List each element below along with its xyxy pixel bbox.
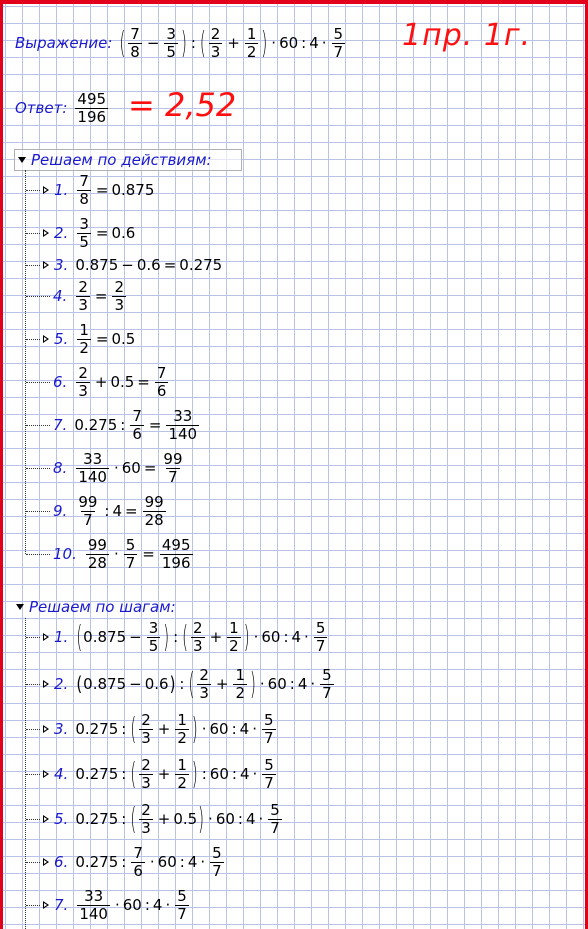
solution-step: 7. $\frac{33}{140}$ · 60 : 4 · $\frac{5}{7}$ bbox=[26, 886, 191, 924]
expression-row bbox=[15, 22, 347, 64]
answer-label: Ответ: bbox=[15, 99, 68, 117]
expand-triangle-icon[interactable] bbox=[43, 680, 50, 688]
answer-math: $\frac{495}{196}$ bbox=[77, 89, 107, 126]
action-step: 2. $\frac{3}{5}$ = 0.6 bbox=[26, 215, 135, 251]
expand-triangle-icon[interactable] bbox=[43, 725, 50, 733]
handwritten-answer: = 2,52 bbox=[128, 86, 237, 124]
action-step: 7. 0.275 : $\frac{7}{6}$ = $\frac{33}{140}$ bbox=[26, 407, 201, 443]
expression-math: ( $\frac{7}{8}$ − $\frac{3}{5}$ ) : ( $\frac{2}{3}$ + $\frac{1}{2}$ ) · 60 : 4 · $\frac{5}{7}$ bbox=[119, 24, 344, 61]
action-step: 10. $\frac{99}{28}$ · $\frac{5}{7}$ = $\frac{495}{196}$ bbox=[26, 536, 195, 572]
handwritten-note: 1пр. 1г. bbox=[402, 18, 532, 53]
expand-triangle-icon[interactable] bbox=[43, 858, 50, 866]
action-step: 8. $\frac{33}{140}$ · 60 = $\frac{99}{7}$ bbox=[26, 450, 187, 486]
expand-triangle-icon[interactable] bbox=[43, 229, 50, 237]
expand-triangle-icon[interactable] bbox=[43, 815, 50, 823]
expression-label: Выражение: bbox=[15, 34, 113, 52]
solution-step: 6. 0.275 : $\frac{7}{6}$ · 60 : 4 · $\frac{5}{7}$ bbox=[26, 843, 226, 881]
solution-step: 2. ( 0.875 − 0.6 ) : ( $\frac{2}{3}$ + $\frac{1}{2}$ ) · 60 : 4 · $\frac{5}{7}$ bbox=[26, 661, 336, 707]
by-steps-title: Решаем по шагам: bbox=[29, 598, 176, 616]
expand-triangle-icon[interactable] bbox=[43, 633, 50, 641]
action-step: 1. $\frac{7}{8}$ = 0.875 bbox=[26, 172, 154, 208]
action-step: 3. 0.875 − 0.6 = 0.275 bbox=[26, 256, 222, 274]
window-frame-top bbox=[0, 0, 588, 4]
collapse-triangle-icon[interactable] bbox=[16, 604, 24, 610]
action-step: 6. $\frac{2}{3}$ + 0.5 = $\frac{7}{6}$ bbox=[26, 364, 170, 400]
expand-triangle-icon[interactable] bbox=[43, 901, 50, 909]
expand-triangle-icon[interactable] bbox=[43, 261, 50, 269]
by-actions-title: Решаем по действиям: bbox=[31, 151, 212, 169]
action-step: 9. $\frac{99}{7}$ : 4 = $\frac{99}{28}$ bbox=[26, 493, 168, 529]
window-frame-left bbox=[0, 0, 3, 929]
action-step: 4. $\frac{2}{3}$ = $\frac{2}{3}$ bbox=[26, 278, 128, 314]
expand-triangle-icon[interactable] bbox=[43, 186, 50, 194]
expand-triangle-icon[interactable] bbox=[43, 335, 50, 343]
solution-step: 5. 0.275 : ( $\frac{2}{3}$ + 0.5 ) · 60 : 4 · $\frac{5}{7}$ bbox=[26, 796, 284, 842]
by-actions-header[interactable] bbox=[14, 149, 242, 171]
expand-triangle-icon[interactable] bbox=[43, 770, 50, 778]
solution-step: 4. 0.275 : ( $\frac{2}{3}$ + $\frac{1}{2}$ ) : 60 : 4 · $\frac{5}{7}$ bbox=[26, 751, 278, 797]
solution-step: 3. 0.275 : ( $\frac{2}{3}$ + $\frac{1}{2}$ ) · 60 : 4 · $\frac{5}{7}$ bbox=[26, 706, 278, 752]
collapse-triangle-icon[interactable] bbox=[18, 157, 26, 163]
solution-step: 1. ( 0.875 − $\frac{3}{5}$ ) : ( $\frac{2}{3}$ + $\frac{1}{2}$ ) · 60 : 4 · $\frac{5}{7}$ bbox=[26, 614, 329, 660]
action-step: 5. $\frac{1}{2}$ = 0.5 bbox=[26, 321, 135, 357]
answer-row bbox=[15, 88, 110, 128]
